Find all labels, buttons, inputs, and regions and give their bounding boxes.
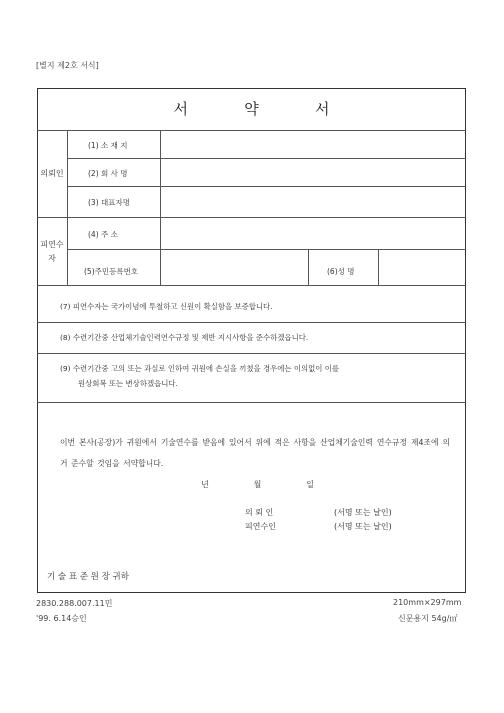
footer-approval-date: '99. 6.14승인 xyxy=(36,614,87,623)
title-char-1: 서 xyxy=(173,100,188,118)
requester-signature-label: 의 뢰 인 xyxy=(245,508,274,517)
date-line xyxy=(180,479,335,490)
address-field[interactable] xyxy=(162,219,465,248)
trainee-signature-label: 피연수인 xyxy=(245,522,276,531)
rule-statement-9-bottom xyxy=(37,402,466,403)
trainee-signature-mark[interactable]: (서명 또는 날인) xyxy=(334,522,392,531)
rule-row-1 xyxy=(67,158,466,159)
representative-field[interactable] xyxy=(162,188,465,216)
rule-name-value-divider xyxy=(378,249,379,285)
trainee-name-field[interactable] xyxy=(380,251,465,284)
rule-statement-7-bottom xyxy=(37,322,466,323)
addressee-line: 기 술 표 준 원 장 귀하 xyxy=(47,572,129,582)
date-month-label: 월 xyxy=(253,480,262,489)
location-label: (1) 소 재 지 xyxy=(88,141,128,150)
rule-requester-bottom xyxy=(37,217,466,218)
rule-label-column xyxy=(160,130,161,285)
resident-id-label: (5)주민등록번호 xyxy=(84,267,139,276)
rule-title-bottom xyxy=(37,130,466,131)
footer-form-code: 2830.288.007.11민 xyxy=(36,599,113,608)
date-day-label: 일 xyxy=(306,480,314,489)
declaration-text: 이번 본사(공장)가 귀원에서 기술연수를 받음에 있어서 위에 적은 사항을 산업체기술인력 연수규정 제4조에 의거 준수할 것임을 서약합니다. xyxy=(60,438,450,468)
resident-id-field[interactable] xyxy=(162,251,307,284)
form-number-label: [별지 제2호 서식] xyxy=(36,61,99,70)
statement-7: (7) 피연수자는 국가이념에 투철하고 신원이 확실함을 보증합니다. xyxy=(60,302,273,311)
date-year-label: 년 xyxy=(201,480,209,489)
rule-statement-8-bottom xyxy=(37,353,466,354)
requester-group-label: 의뢰인 xyxy=(40,169,64,178)
company-name-field[interactable] xyxy=(162,160,465,185)
trainee-name-label: (6)성 명 xyxy=(327,267,355,276)
rule-id-name-divider xyxy=(308,249,309,285)
rule-row-4 xyxy=(67,249,466,250)
document-title xyxy=(37,98,466,119)
rule-row-2 xyxy=(67,186,466,187)
title-char-3: 서 xyxy=(315,100,330,118)
address-label: (4) 주 소 xyxy=(88,230,118,239)
footer-paper-size: 210mm×297mm xyxy=(393,598,462,607)
trainee-group-label: 피연수 자 xyxy=(40,240,64,263)
rule-group-column xyxy=(67,130,68,285)
statement-9-line-1: (9) 수련기간중 고의 또는 과실로 인하여 귀원에 손실을 끼쳤을 경우에는 이의없이 이를 xyxy=(60,364,340,373)
footer-paper-type: 신문용지 54g/㎡ xyxy=(398,614,458,623)
requester-signature-mark[interactable]: (서명 또는 날인) xyxy=(334,508,392,517)
location-field[interactable] xyxy=(162,132,465,157)
rule-trainee-bottom xyxy=(37,285,466,286)
company-name-label: (2) 회 사 명 xyxy=(88,169,128,178)
statement-9-line-2: 원상회복 또는 변상하겠읍니다. xyxy=(78,379,178,388)
statement-8: (8) 수련기간중 산업체기술인력연수규정 및 제반 지시사항을 준수하겠읍니다. xyxy=(60,333,309,342)
title-char-2: 약 xyxy=(244,100,259,118)
representative-label: (3) 대표자명 xyxy=(88,198,130,207)
